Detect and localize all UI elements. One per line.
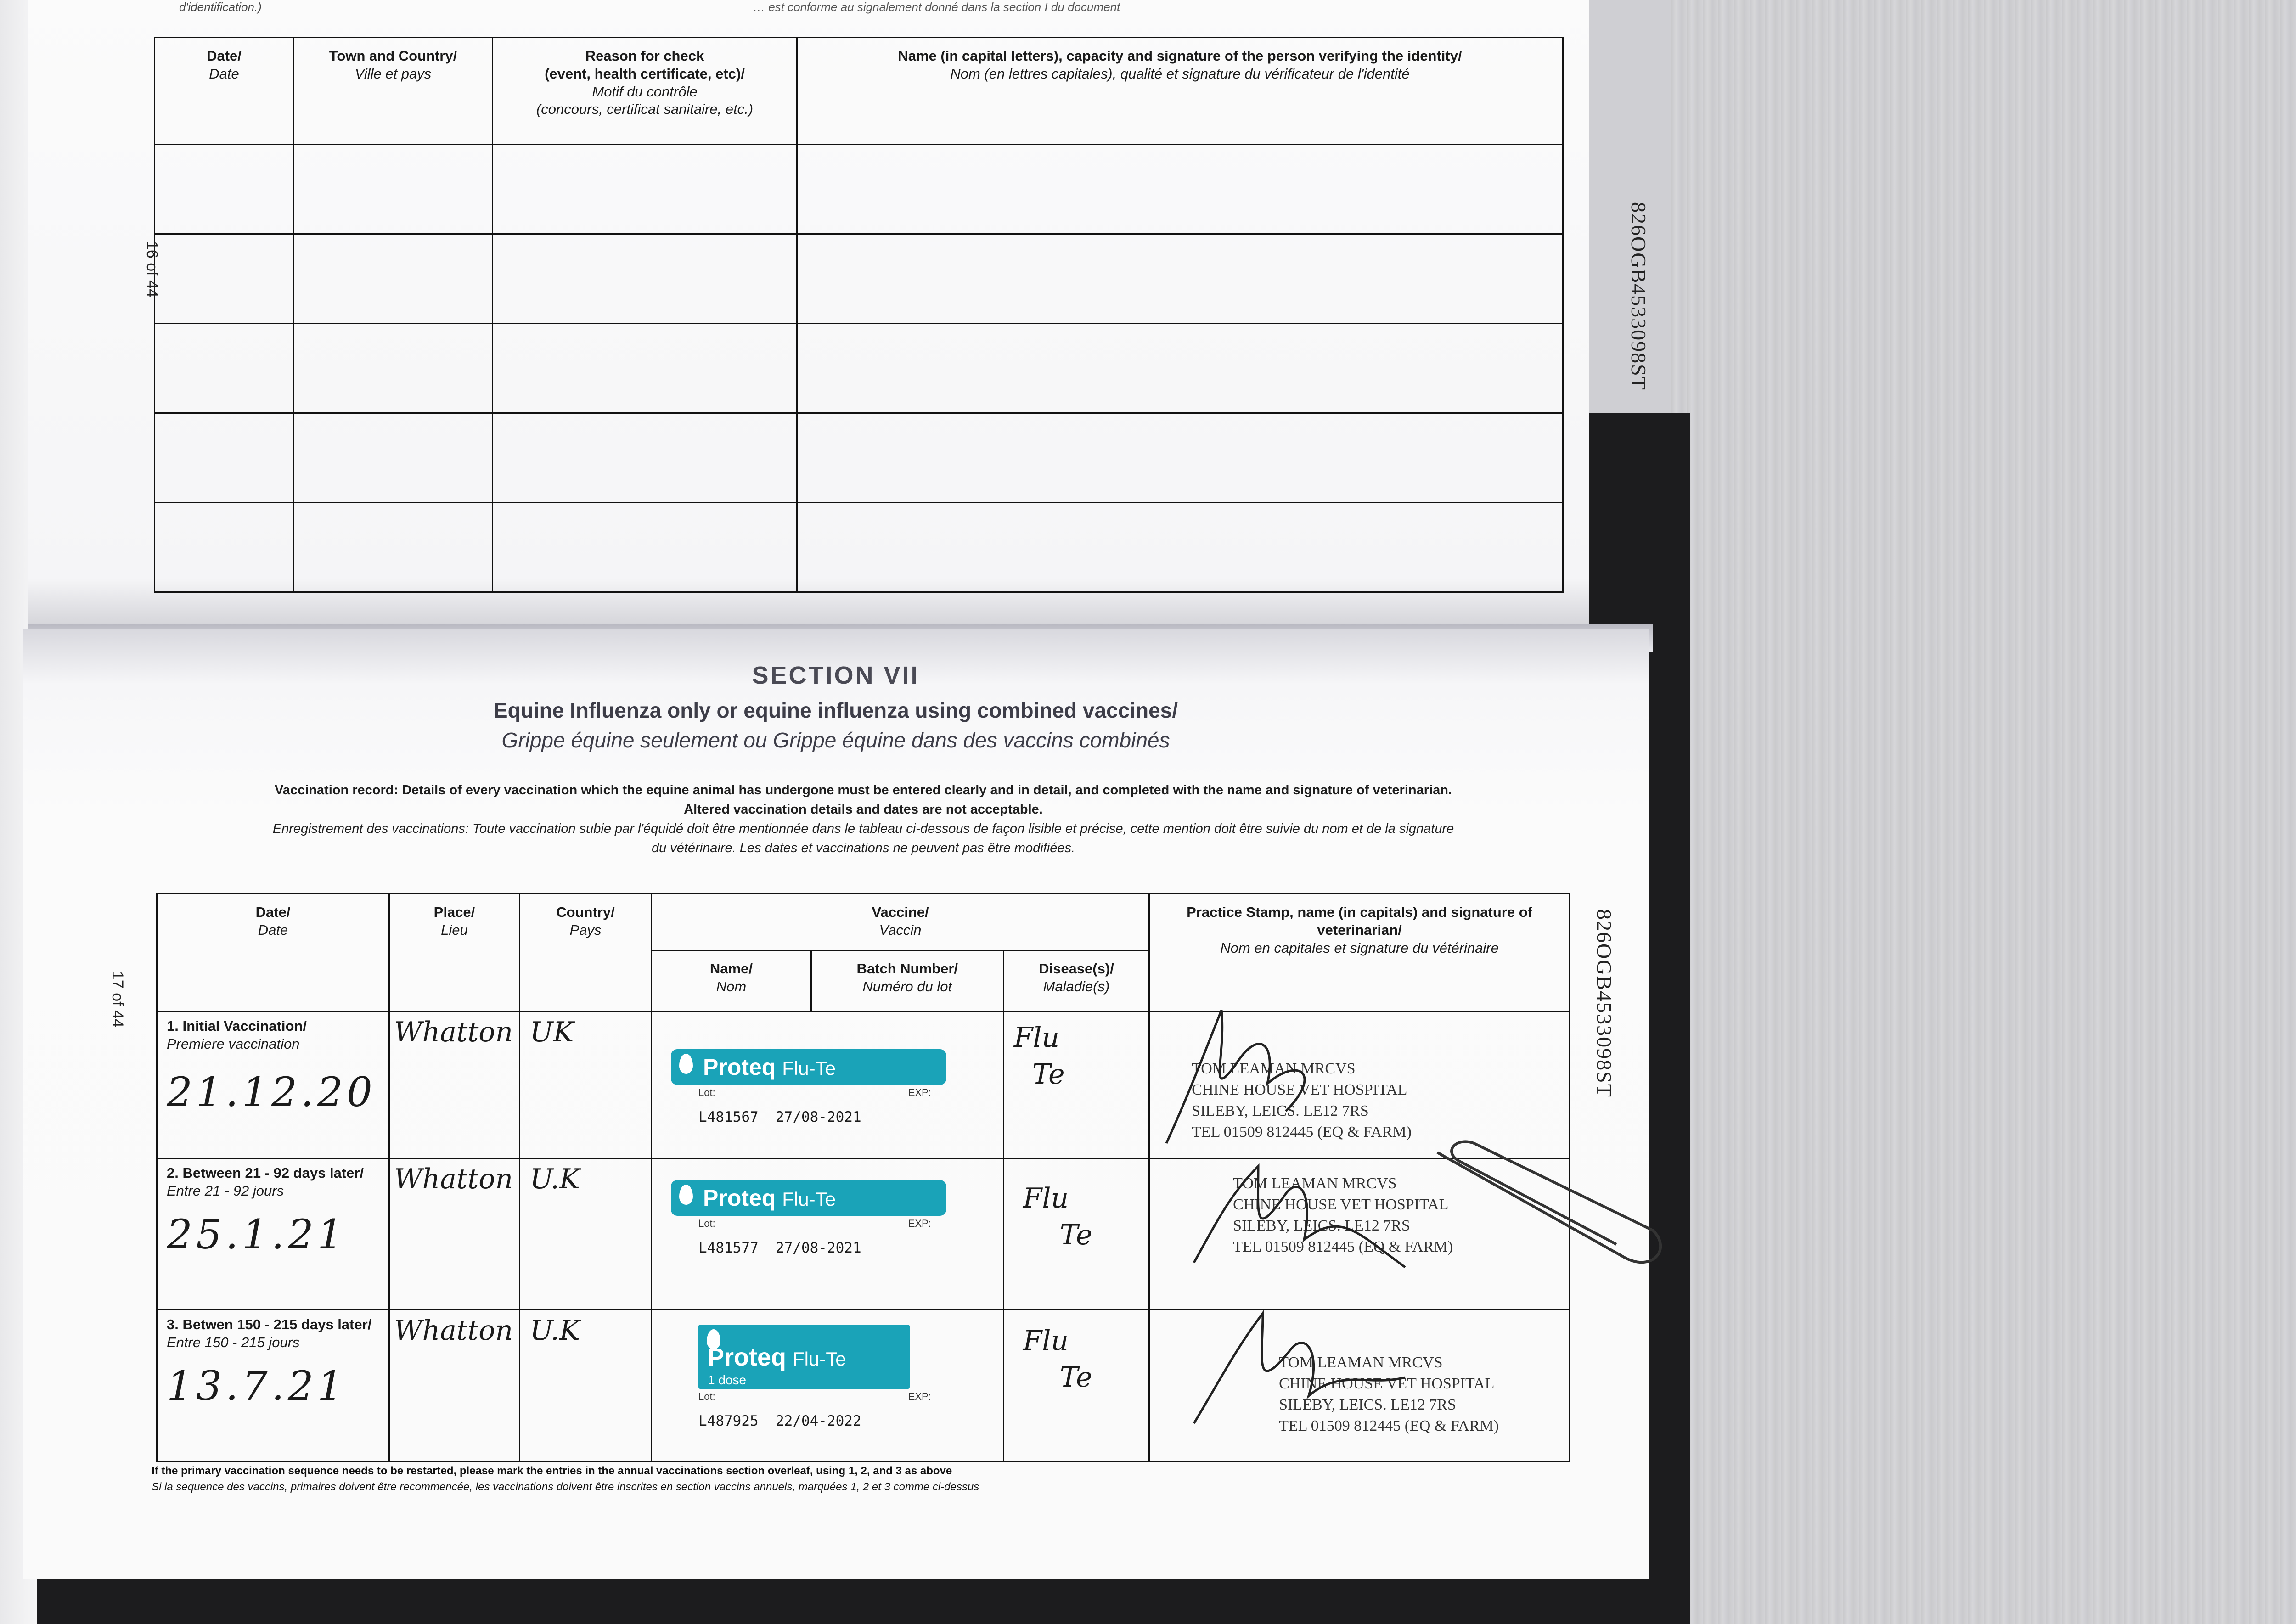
batch-number: L487925 22/04-2022 xyxy=(698,1413,861,1429)
header-verifier: Name (in capital letters), capacity and signature of the person verifying the identity/ Nom (en lettres capitales), qualité et signature du vérificateur de l'identité xyxy=(797,38,1563,145)
vaccine-sticker: Proteq Flu-Te xyxy=(671,1049,946,1085)
row-label: 2. Between 21 - 92 days later/ Entre 21 - 92 jours 25.1.21 xyxy=(157,1158,389,1310)
table-row xyxy=(155,503,1563,592)
footnote-fr: Si la sequence des vaccins, primaires doivent être recommencée, les vaccinations doivent être inscrites en section vaccins annuels, marquées 1, 2 et 3 comme ci-dessus xyxy=(152,1481,979,1493)
vaccine-sticker-cell: Proteq Flu-Te 1 dose Lot: EXP: L487925 22/04-2022 xyxy=(652,1310,1004,1461)
header-place: Place/ Lieu xyxy=(389,894,519,1011)
header-line-right: … est conforme au signalement donné dans la section I du document xyxy=(753,0,1120,14)
vaccine-sticker-cell: Proteq Flu-Te Lot: EXP: L481577 27/08-2021 xyxy=(652,1158,1004,1310)
country-cell: U.K xyxy=(520,1310,652,1461)
page-number-16: 16 of 44 xyxy=(143,241,161,298)
vaccination-date: 13.7.21 xyxy=(167,1362,347,1410)
record-fr-2: du vétérinaire. Les dates et vaccinations ne peuvent pas être modifiées. xyxy=(651,841,1075,856)
section-heading: SECTION VII xyxy=(752,662,920,689)
disease-cell: Flu Te xyxy=(1003,1011,1149,1158)
vet-stamp: TOM LEAMAN MRCVS CHINE HOUSE VET HOSPITAL SILEBY, LEICS. LE12 7RS TEL 01509 812445 (EQ & FARM) xyxy=(1192,1060,1412,1141)
identity-check-table xyxy=(154,37,1564,593)
table-header-row xyxy=(155,38,1563,145)
section-title-en: Equine Influenza only or equine influenza using combined vaccines/ xyxy=(493,698,1178,722)
header-vaccine: Vaccine/ Vaccin xyxy=(652,894,1149,950)
disease-cell: Flu Te xyxy=(1003,1158,1149,1310)
dose-label: 1 dose xyxy=(708,1373,747,1387)
paper-clip-icon xyxy=(1433,1139,1671,1286)
place-cell: Whatton xyxy=(389,1158,519,1310)
row-label: 3. Betwen 150 - 215 days later/ Entre 150 - 215 jours 13.7.21 xyxy=(157,1310,389,1461)
header-date: Date/ Date xyxy=(155,38,294,145)
header-batch-number: Batch Number/ Numéro du lot xyxy=(811,950,1003,1011)
record-en: Vaccination record: Details of every vaccination which the equine animal has undergone must be entered clearly and in detail, and completed with the name and signature of veterinarian. xyxy=(275,783,1452,798)
vaccine-sticker-cell: Proteq Flu-Te Lot: EXP: L481567 27/08-2021 xyxy=(652,1011,1004,1158)
table-row xyxy=(155,324,1563,413)
header-reason: Reason for check (event, health certificate, etc)/ Motif du contrôle (concours, certificat sanitaire, etc.) xyxy=(493,38,797,145)
batch-number: L481577 27/08-2021 xyxy=(698,1240,861,1256)
country-cell: UK xyxy=(520,1011,652,1158)
country-cell: U.K xyxy=(520,1158,652,1310)
row-label: 1. Initial Vaccination/ Premiere vaccination 21.12.20 xyxy=(157,1011,389,1158)
disease-cell: Flu Te xyxy=(1003,1310,1149,1461)
scanner-background xyxy=(1671,0,2296,1624)
passport-id-bottom: 826OGB4533098ST xyxy=(1593,909,1616,1098)
vaccination-date: 21.12.20 xyxy=(167,1068,376,1116)
table-row xyxy=(155,413,1563,503)
vaccination-date: 25.1.21 xyxy=(167,1210,347,1258)
vet-stamp: TOM LEAMAN MRCVS CHINE HOUSE VET HOSPITAL SILEBY, LEICS. LE12 7RS TEL 01509 812445 (EQ & FARM) xyxy=(1233,1175,1453,1255)
vacc-header-row xyxy=(157,894,1570,950)
passport-id-top: 826OGB4533098ST xyxy=(1627,202,1650,391)
header-line-left: d'identification.) xyxy=(179,0,262,14)
place-cell: Whatton xyxy=(389,1310,519,1461)
passport-page-16 xyxy=(28,0,1650,643)
place-cell: Whatton xyxy=(389,1011,519,1158)
vet-stamp: TOM LEAMAN MRCVS CHINE HOUSE VET HOSPITAL SILEBY, LEICS. LE12 7RS TEL 01509 812445 (EQ & FARM) xyxy=(1279,1354,1499,1434)
header-practice-stamp: Practice Stamp, name (in capitals) and signature of veterinarian/ Nom en capitales et signature du vétérinaire xyxy=(1149,894,1570,1011)
header-diseases: Disease(s)/ Maladie(s) xyxy=(1003,950,1149,1011)
record-instructions xyxy=(152,781,1575,858)
vaccine-sticker: Proteq Flu-Te xyxy=(671,1180,946,1216)
footnote-en: If the primary vaccination sequence needs to be restarted, please mark the entries in the annual vaccinations section overleaf, using 1, 2, and 3 as above xyxy=(152,1465,952,1477)
header-country: Country/ Pays xyxy=(520,894,652,1011)
section-title-fr: Grippe équine seulement ou Grippe équine dans des vaccins combinés xyxy=(501,728,1170,752)
header-town-country: Town and Country/ Ville et pays xyxy=(294,38,493,145)
record-en-2: Altered vaccination details and dates are not acceptable. xyxy=(684,802,1043,817)
droplet-icon xyxy=(679,1185,693,1205)
batch-number: L481567 27/08-2021 xyxy=(698,1109,861,1125)
droplet-icon xyxy=(679,1054,693,1074)
header-vaccine-name: Name/ Nom xyxy=(652,950,811,1011)
table-row xyxy=(155,234,1563,324)
header-date: Date/ Date xyxy=(157,894,389,1011)
table-row xyxy=(155,145,1563,234)
page-number-17: 17 of 44 xyxy=(109,971,126,1028)
record-fr: Enregistrement des vaccinations: Toute vaccination subie par l'équidé doit être mentionnée dans le tableau ci-dessous de façon lisible et précise, cette mention doit être suivie du nom et de la signature xyxy=(272,821,1454,837)
vaccine-sticker: Proteq Flu-Te 1 dose xyxy=(698,1325,910,1389)
